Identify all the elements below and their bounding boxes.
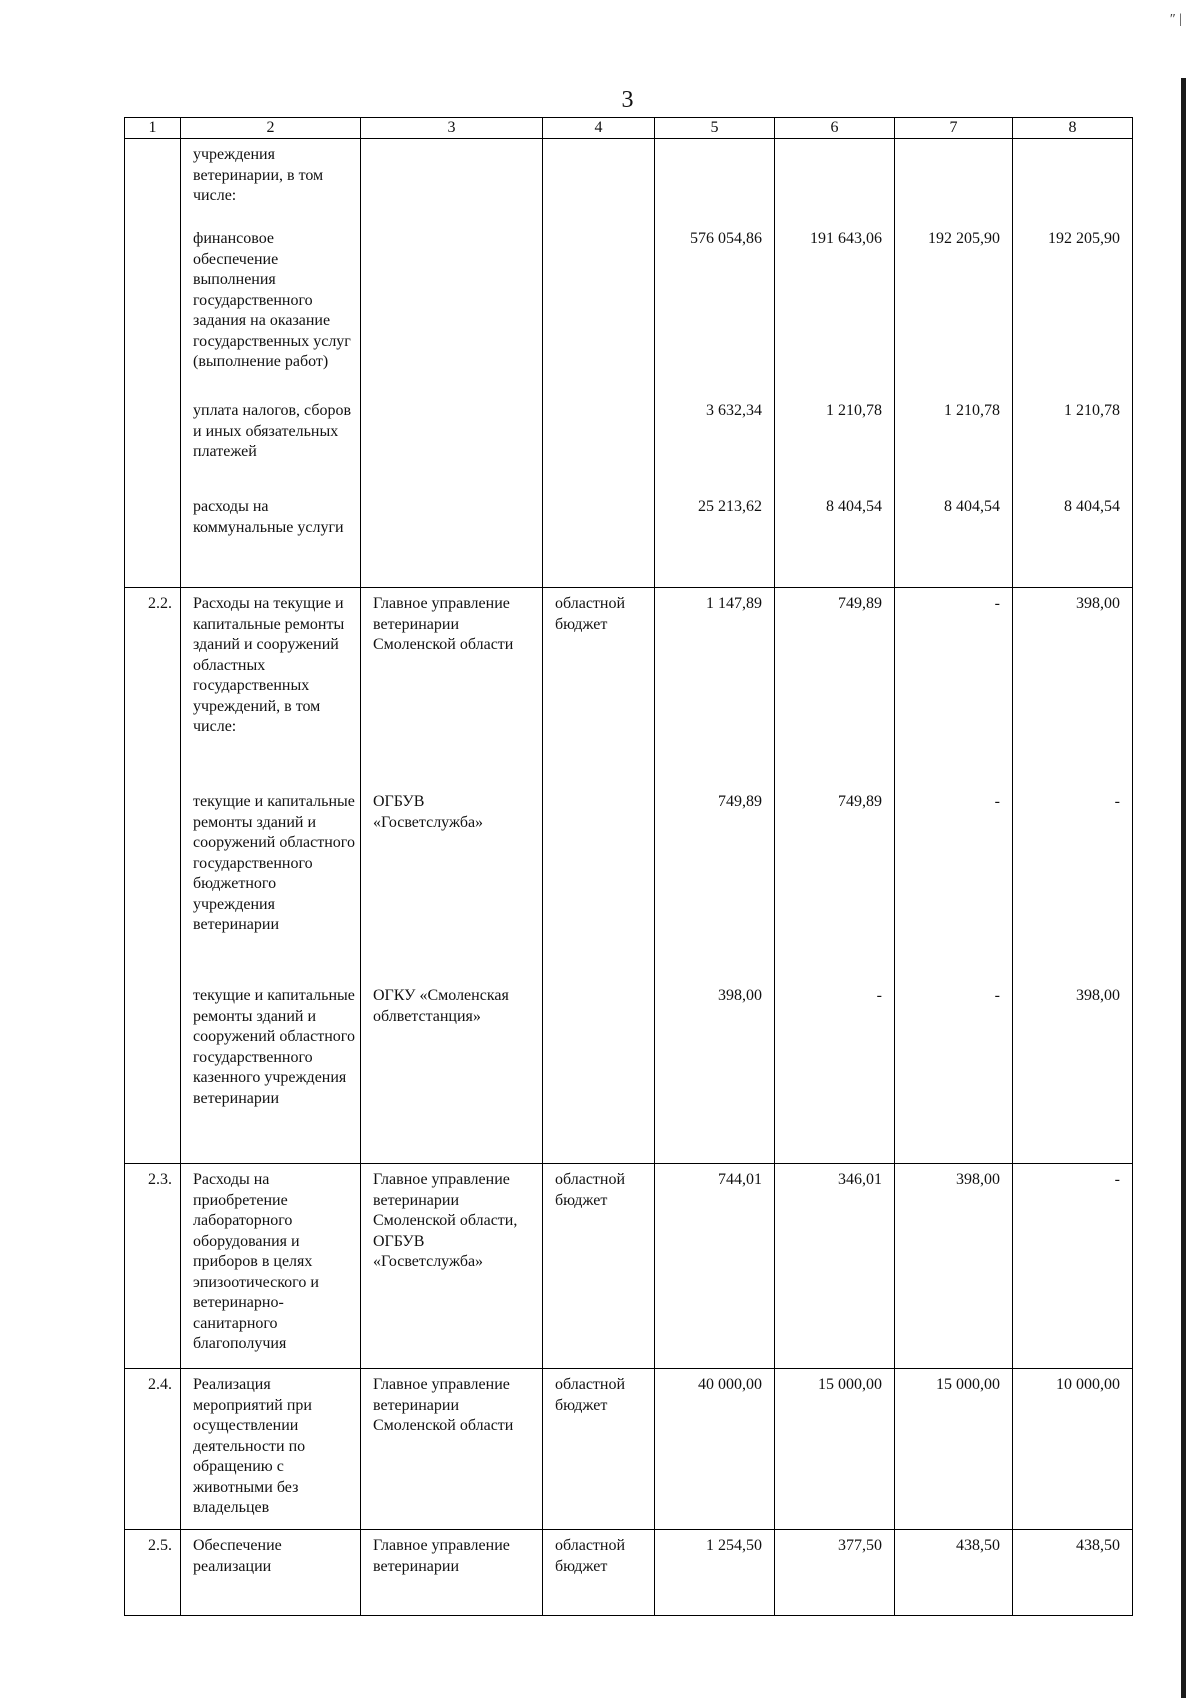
funding-source-cell (543, 1530, 655, 1616)
row-number (125, 588, 181, 1164)
executor-cell (361, 139, 543, 588)
amount-year-1 (775, 145, 882, 229)
table-row (125, 139, 1133, 588)
row-number (125, 1164, 181, 1369)
amount-year-2: - (994, 793, 1000, 810)
activity-name: Расходы на текущие и капитальные ремонты зданий и сооружений областных государственных учреждений, в том числе: (193, 595, 345, 735)
amount-year-3-cell (1013, 139, 1133, 588)
executor-cell (361, 588, 543, 1164)
executor (373, 497, 538, 585)
amount-year-1: 377,50 (838, 1537, 882, 1554)
total-amount-cell (655, 588, 775, 1164)
amount-year-2 (895, 145, 1000, 229)
executor-cell (361, 1164, 543, 1369)
executor: Главное управление ветеринарии (373, 1537, 510, 1575)
header-row (125, 118, 1133, 139)
amount-year-2: 15 000,00 (936, 1376, 1000, 1393)
activity-name: Реализация мероприятий при осуществлении деятельности по обращению с животными без владельцев (193, 1376, 312, 1516)
executor (373, 401, 538, 497)
amount-year-3: 8 404,54 (1064, 498, 1120, 515)
amount-year-2: - (994, 595, 1000, 612)
executor: ОГБУВ «Госветслужба» (373, 793, 484, 831)
executor (373, 145, 538, 229)
amount-year-1: - (876, 987, 882, 1004)
total-amount-cell (655, 139, 775, 588)
amount-year-2: 438,50 (956, 1537, 1000, 1554)
header-cell: 2 (181, 118, 361, 139)
funding-source (555, 229, 650, 401)
corner-mark: ″ | (1169, 12, 1182, 27)
amount-year-3 (1013, 145, 1120, 229)
row-number (125, 1369, 181, 1530)
amount-year-1-cell (775, 1164, 895, 1369)
amount-year-2-cell (895, 1530, 1013, 1616)
header-cell: 6 (775, 118, 895, 139)
row-number-text: 2.5. (148, 1537, 172, 1554)
total-amount: 744,01 (718, 1171, 762, 1188)
amount-year-3-cell (1013, 1530, 1133, 1616)
executor: Главное управление ветеринарии Смоленской области (373, 595, 514, 653)
total-amount (655, 145, 762, 229)
funding-source: областной бюджет (555, 1537, 626, 1575)
activity-name-cell (181, 588, 361, 1164)
amount-year-1-cell (775, 1530, 895, 1616)
amount-year-1-cell (775, 588, 895, 1164)
page-number: 3 (621, 87, 634, 113)
total-amount-cell (655, 1164, 775, 1369)
amount-year-3: 1 210,78 (1064, 402, 1120, 419)
activity-name: финансовое обеспечение выполнения государственного задания на оказание государственных услуг (выполнение работ) (193, 230, 351, 370)
executor-cell (361, 1369, 543, 1530)
header-cell: 3 (361, 118, 543, 139)
activity-name: учреждения ветеринарии, в том числе: (193, 146, 324, 204)
activity-name-cell (181, 139, 361, 588)
amount-year-3: 398,00 (1076, 987, 1120, 1004)
amount-year-3: - (1114, 1171, 1120, 1188)
header-cell: 4 (543, 118, 655, 139)
activity-name: текущие и капитальные ремонты зданий и сооружений областного государственного казенного учреждения ветеринарии (193, 987, 355, 1107)
amount-year-2-cell (895, 1164, 1013, 1369)
funding-source (555, 145, 650, 229)
executor: ОГКУ «Смоленская облветстанция» (373, 987, 509, 1025)
amount-year-2: 8 404,54 (944, 498, 1000, 515)
activity-name: текущие и капитальные ремонты зданий и сооружений областного государственного бюджетного учреждения ветеринарии (193, 793, 355, 933)
amount-year-1-cell (775, 1369, 895, 1530)
funding-source-cell (543, 1369, 655, 1530)
total-amount: 1 254,50 (706, 1537, 762, 1554)
amount-year-3: 398,00 (1076, 595, 1120, 612)
amount-year-1: 1 210,78 (826, 402, 882, 419)
row-number (125, 139, 181, 588)
total-amount: 25 213,62 (698, 498, 762, 515)
amount-year-3-cell (1013, 588, 1133, 1164)
funding-source: областной бюджет (555, 1171, 626, 1209)
funding-source: областной бюджет (555, 1376, 626, 1414)
table-row (125, 588, 1133, 1164)
funding-source-cell (543, 1164, 655, 1369)
amount-year-1: 15 000,00 (818, 1376, 882, 1393)
amount-year-1-cell (775, 139, 895, 588)
row-number (125, 1530, 181, 1616)
activity-name-cell (181, 1530, 361, 1616)
funding-source: областной бюджет (555, 595, 626, 633)
amount-year-3: 10 000,00 (1056, 1376, 1120, 1393)
header-cell: 1 (125, 118, 181, 139)
row-number-text: 2.3. (148, 1171, 172, 1188)
executor-cell (361, 1530, 543, 1616)
amount-year-1: 749,89 (838, 793, 882, 810)
funding-source (555, 401, 650, 497)
amount-year-3: 192 205,90 (1048, 230, 1120, 247)
amount-year-2: 398,00 (956, 1171, 1000, 1188)
scan-edge (1181, 78, 1186, 1698)
total-amount: 576 054,86 (690, 230, 762, 247)
executor: Главное управление ветеринарии Смоленской области, ОГБУВ «Госветслужба» (373, 1171, 518, 1270)
row-number-text: 2.2. (148, 595, 172, 612)
total-amount: 3 632,34 (706, 402, 762, 419)
program-table (124, 117, 1133, 1616)
header-cell: 5 (655, 118, 775, 139)
amount-year-2-cell (895, 588, 1013, 1164)
funding-source (555, 792, 650, 986)
amount-year-2-cell (895, 1369, 1013, 1530)
total-amount: 398,00 (718, 987, 762, 1004)
funding-source-cell (543, 588, 655, 1164)
row-number-text: 2.4. (148, 1376, 172, 1393)
total-amount: 749,89 (718, 793, 762, 810)
amount-year-1: 749,89 (838, 595, 882, 612)
amount-year-2-cell (895, 139, 1013, 588)
table-row (125, 1164, 1133, 1369)
amount-year-1: 346,01 (838, 1171, 882, 1188)
amount-year-3: - (1114, 793, 1120, 810)
activity-name: расходы на коммунальные услуги (193, 498, 344, 536)
activity-name-cell (181, 1164, 361, 1369)
total-amount-cell (655, 1530, 775, 1616)
table-row (125, 1369, 1133, 1530)
amount-year-1: 8 404,54 (826, 498, 882, 515)
amount-year-3: 438,50 (1076, 1537, 1120, 1554)
funding-source (555, 986, 650, 1161)
amount-year-2: - (994, 987, 1000, 1004)
activity-name: Расходы на приобретение лабораторного оборудования и приборов в целях эпизоотического и ветеринарно-санитарного благополучия (193, 1171, 319, 1352)
header-cell: 8 (1013, 118, 1133, 139)
amount-year-1: 191 643,06 (810, 230, 882, 247)
total-amount-cell (655, 1369, 775, 1530)
funding-source-cell (543, 139, 655, 588)
funding-source (555, 497, 650, 585)
amount-year-3-cell (1013, 1369, 1133, 1530)
activity-name: уплата налогов, сборов и иных обязательных платежей (193, 402, 352, 460)
header-cell: 7 (895, 118, 1013, 139)
amount-year-2: 1 210,78 (944, 402, 1000, 419)
total-amount: 40 000,00 (698, 1376, 762, 1393)
amount-year-2: 192 205,90 (928, 230, 1000, 247)
table-row (125, 1530, 1133, 1616)
executor (373, 229, 538, 401)
executor: Главное управление ветеринарии Смоленской области (373, 1376, 514, 1434)
total-amount: 1 147,89 (706, 595, 762, 612)
activity-name: Обеспечение реализации (193, 1537, 282, 1575)
amount-year-3-cell (1013, 1164, 1133, 1369)
activity-name-cell (181, 1369, 361, 1530)
